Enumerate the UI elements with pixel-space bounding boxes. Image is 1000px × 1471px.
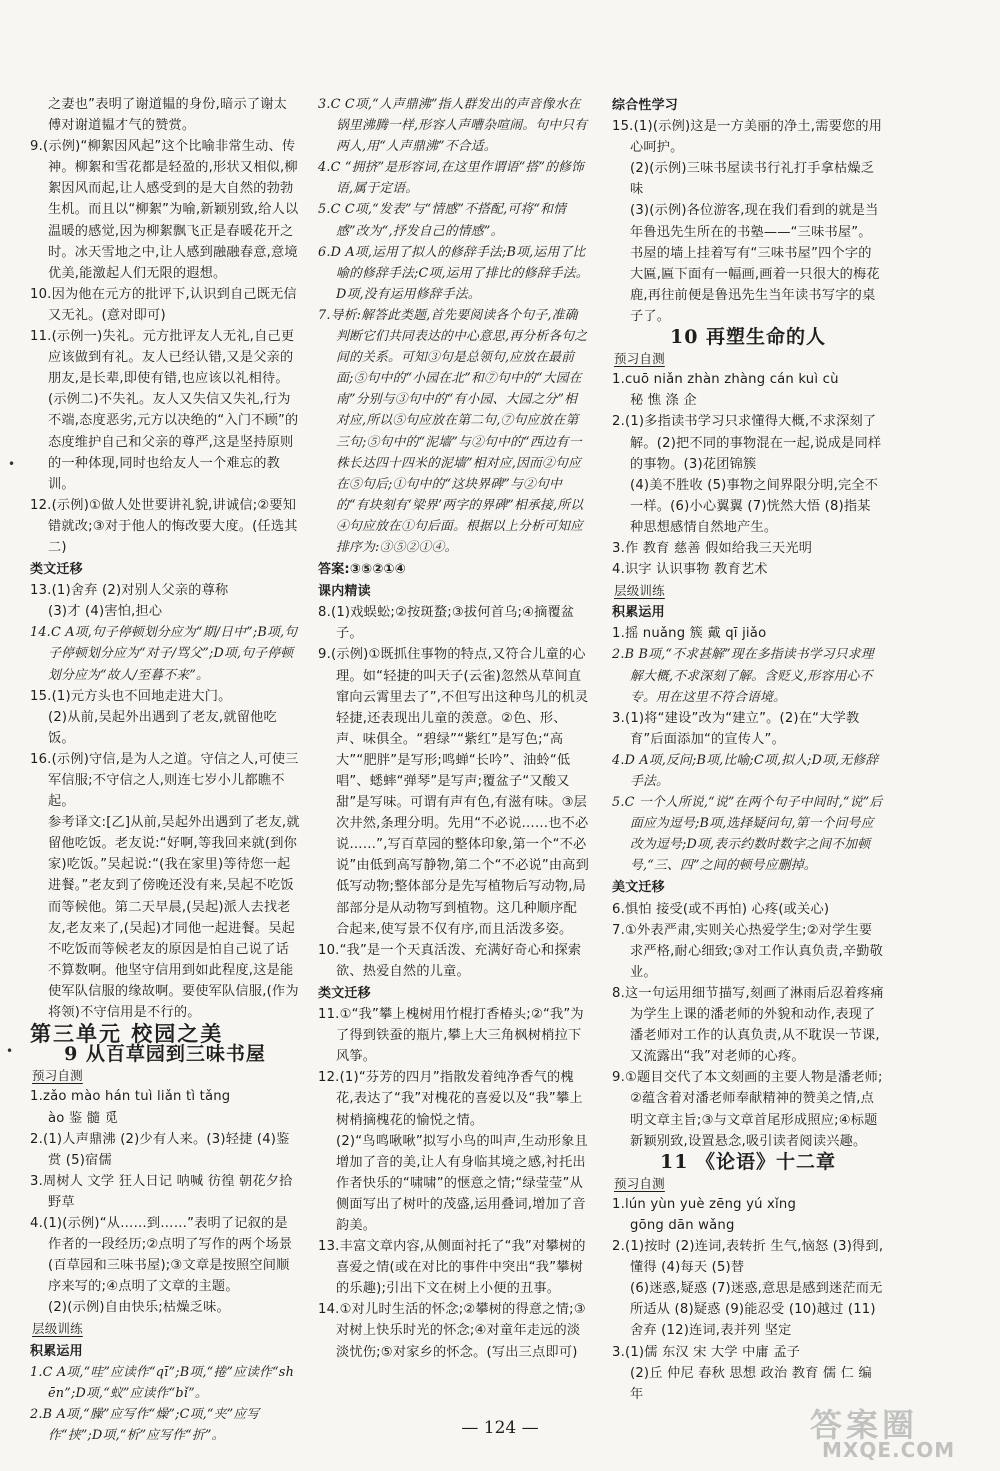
bullet-mark: • — [6, 1044, 14, 1058]
answer-item: 4.识字 认识事物 教育艺术 — [612, 562, 768, 578]
answer-item: 10.“我”是一个天真活泼、充满好奇心和探索欲、热爱自然的儿童。 — [318, 942, 582, 979]
answer-item: 6.惧怕 接受(或不再怕) 心疼(或关心) — [612, 901, 830, 917]
answer-item: 14.C A项,句子停顿划分应为“期/日中”;B项,句子停顿划分应为“对子/骂父”;D项,句子停顿划分应为“故人/至暮不来”。 — [30, 625, 298, 683]
answer-item: 2.B B项,“不求甚解”现在多指读书学习只求理解大概,不求深刻了解。含贬义,形容用心不专。用在这里不符合语境。 — [612, 647, 874, 705]
answer-item: 10.因为他在元方的批评下,认识到自己既无信又无礼。(意对即可) — [30, 286, 297, 323]
section-heading: 积累运用 — [612, 605, 665, 621]
answer-continuation: (3)才 (4)害怕,担心 — [48, 604, 163, 620]
section-heading: 类文迁移 — [30, 562, 83, 578]
answer-continuation: (6)迷惑,疑惑 (7)迷惑,意思是感到迷茫而无所适从 (8)疑惑 (9)能忍受 (10)越过 (11)舍弃 (12)连词,表并列 坚定 — [630, 1281, 883, 1339]
lesson-title: 11 《论语》十二章 — [659, 1150, 837, 1173]
column-middle — [318, 94, 590, 1363]
answer-item: 11.(示例一)失礼。元方批评友人无礼,自己更应该做到有礼。友人已经认错,又是父亲的朋友,是长辈,即使有错,也应该以礼相待。(示例二)不失礼。友人又失信又失礼,行为不端,态度恶劣,元方以决绝的“入门不顾”的态度维护自己和父亲的尊严,这是坚持原则的一种体现,同时也给友人一个难忘的教训。 — [30, 329, 299, 492]
answer-item: 5.C 一个人所说,“说”在两个句子中间时,“说”后面应为逗号;B项,选择疑问句,第一个问号应改为逗号;D项,表示约数时数字之间不加顿号,“三、四”之间的顿号应删掉。 — [612, 795, 883, 874]
answer-item: 13.(1)舍弃 (2)对别人父亲的尊称 — [30, 583, 229, 599]
answer-item: 13.丰富文章内容,从侧面衬托了“我”对攀树的喜爱之情(或在对比的事件中突出“我”攀树的乐趣);引出下文在树上小便的丑事。 — [318, 1239, 586, 1297]
answer-continuation: 之妻也”表明了谢道韫的身份,暗示了谢太傅对谢道韫才气的赞赏。 — [48, 97, 288, 134]
answer-item: 3.(1)儒 东汉 宋 大学 中庸 孟子 — [612, 1344, 801, 1360]
answer-item: 1.cuō niǎn zhàn zhàng cán kuì cù — [612, 372, 839, 388]
section-heading: 美文迁移 — [612, 880, 665, 896]
answer-item: 12.(示例)①做人处世要讲礼貌,讲诚信;②要知错就改;③对于他人的悔改要大度。(任选其二) — [30, 497, 298, 555]
answer-continuation: (4)美不胜收 (5)事物之间界限分明,完全不一样。(6)小心翼翼 (7)恍然大悟 (8)指某种思想感情自然地产生。 — [630, 477, 879, 535]
watermark-text: 答案圈 — [810, 1406, 919, 1444]
section-heading: 课内精读 — [318, 584, 371, 600]
answer-continuation: 参考译文:[乙]从前,吴起外出遇到了老友,就留他吃饭。老友说:“好啊,等我回来就(到你家)吃饭。”吴起说:“(我在家里)等待您一起进餐。”老友到了傍晚还没有来,吴起不吃饭而等候他。第二天早晨,(吴起)派人去找老友,老友来了,(吴起)才同他一起进餐。吴起不吃饭而等候老友的原因是怕自己说了话不算数啊。他坚守信用到如此程度,这是能使军队信服的缘故啊。要使军队信服,(作为将领)不守信用是不行的。 — [48, 815, 300, 1021]
answer-item: 9.(示例)“柳絮因风起”这个比喻非常生动、传神。柳絮和雪花都是轻盈的,形状又相似,柳絮因风而起,让人感受到的是大自然的勃勃生机。而且以“柳絮”为喻,新颖别致,给人以温暖的感觉,因为柳絮飘飞正是春暖花开之时。冰天雪地之中,让人感到融融春意,意境优美,能激起人们无限的遐想。 — [30, 139, 299, 281]
answer-item: 1.C A项,“哇”应读作“qī”;B项,“捲”应读作“shēn”;D项,“蚁”应读作“bǐ”。 — [30, 1364, 295, 1401]
lesson-title: 9 从百草园到三味书屋 — [64, 1043, 266, 1066]
answer-item: 5.C C项,“发表”与“情感”不搭配,可将“和情感”改为“,抒发自己的情感”。 — [318, 202, 567, 239]
answer-item: 15.(1)元方头也不回地走进大门。 — [30, 688, 232, 704]
page-number: — 124 — — [461, 1418, 539, 1438]
answer-item: 4.D A项,反问;B项,比喻;C项,拟人;D项,无修辞手法。 — [612, 752, 879, 789]
answer-item: 8.(1)戏蜈蚣;②按斑蝥;③拔何首乌;④摘覆盆子。 — [318, 605, 575, 642]
answer-item: 3.周树人 文学 狂人日记 呐喊 彷徨 朝花夕拾 野草 — [30, 1173, 293, 1210]
answer-item: 7.导析:解答此类题,首先要阅读各个句子,准确判断它们共同表达的中心意思,再分析各句之间的关系。可知③句是总领句,应放在最前面;⑤句中的“小园在北”和⑦句中的“大园在南”分别与③句中的“有小园、大园之分”相对应,所以⑤句应放在第二句,⑦句应放在第三句;⑤句中的“泥墙”与②句中的“西边有一株长达四十四米的泥墙”相对应,因而②句应在⑤句后;①句中的“这块界碑”与②句中的“有块刻有‘梁界’两字的界碑”相承接,所以④句应放在①句后面。根据以上分析可知应排序为:③⑤②①④。 — [318, 307, 588, 555]
answer-item: 3.C C项,“人声鼎沸”指人群发出的声音像水在锅里沸腾一样,形容人声嘈杂喧闹。句中只有两人,用“人声鼎沸”不合适。 — [318, 97, 588, 155]
answer-item: 12.(1)“芬芳的四月”指散发着纯净香气的槐花,表达了“我”对槐花的喜爱以及“我”攀上树梢摘槐花的愉悦之情。 — [318, 1070, 583, 1128]
subsection-heading: 预习自测 — [614, 351, 665, 367]
subsection-heading: 层级训练 — [32, 1321, 83, 1337]
watermark-logo — [808, 1400, 990, 1464]
answer-item: 6.D A项,运用了拟人的修辞手法;B项,运用了比喻的修辞手法;C项,运用了排比的修辞手法。D项,没有运用修辞手法。 — [318, 244, 589, 302]
column-right — [612, 94, 884, 1405]
answer-item: 4.C “拥挤”是形容词,在这里作谓语“搭”的修饰语,属于定语。 — [318, 160, 585, 197]
answer-continuation: (2)丘 仲尼 春秋 思想 政治 教育 儒 仁 编年 — [630, 1365, 872, 1402]
section-heading: 类文迁移 — [318, 985, 371, 1001]
answer-item: 2.(1)人声鼎沸 (2)少有人来。(3)轻捷 (4)鉴赏 (5)宿儒 — [30, 1131, 290, 1168]
column-left — [30, 94, 300, 1446]
answer-item: 3.作 教育 慈善 假如给我三天光明 — [612, 540, 813, 556]
unit-title: 第三单元 校园之美 — [30, 1021, 224, 1047]
section-heading: 答案:③⑤②①④ — [318, 562, 406, 578]
answer-item: 14.①对儿时生活的怀念;②攀树的得意之情;③对树上快乐时光的怀念;④对童年走远的淡淡忧伤;⑤对家乡的怀念。(写出三点即可) — [318, 1302, 586, 1360]
answer-continuation: (2)(示例)三味书屋读书行礼打手拿枯燥乏味 — [630, 161, 875, 198]
answer-item: 2.(1)按时 (2)连词,表转折 生气,恼怒 (3)得到,懂得 (4)每天 (5)替 — [612, 1239, 884, 1276]
answer-item: 2.(1)多指读书学习只求懂得大概,不求深刻了解。(2)把不同的事物混在一起,说成是同样的事物。(3)花团锦簇 — [612, 414, 882, 472]
section-heading: 综合性学习 — [612, 98, 679, 113]
subsection-heading: 预习自测 — [32, 1068, 83, 1084]
answer-item: 4.(1)(示例)“从……到……”表明了记叙的是作者的一段经历;②点明了写作的两个场景(百草园和三味书屋);③文章是按照空间顺序来写的;④点明了文章的主题。 — [30, 1215, 293, 1295]
lesson-title: 10 再塑生命的人 — [669, 326, 827, 349]
answer-continuation: 秘 憔 涤 企 — [630, 393, 697, 409]
bullet-mark: • — [8, 457, 16, 471]
answer-item: 7.①外表严肃,实则关心热爱学生;②对学生要求严格,耐心细致;③对工作认真负责,辛勤敬业。 — [612, 922, 884, 980]
answer-item: 1.lún yùn yuè zēng yú xǐng — [612, 1196, 797, 1212]
answer-item: 9.(示例)①既抓住事物的特点,又符合儿童的心理。如“轻捷的叫天子(云雀)忽然从草间直窜向云霄里去了”,不但写出这种鸟儿的机灵轻捷,还表现出儿童的羡意。②色、形、声、味俱全。“碧绿”“紫红”是写色;“高大”“肥胖”是写形;鸣蝉“长吟”、油蛉“低唱”、蟋蟀“弹琴”是写声;覆盆子“又酸又甜”是写味。可谓有声有色,有滋有味。③层次井然,条理分明。先用“不必说……也不必说……”,写百草园的整体印象,第一个“不必说”由低到高写静物,第二个“不必说”由高到低写动物;整体部分是先写植物后写动物,局部部分是从动物写到植物。这几种顺序配合起来,使写景不仅有序,而且活泼多姿。 — [318, 647, 590, 937]
answer-continuation: (2)(示例)自由快乐;枯燥乏味。 — [48, 1300, 230, 1316]
answer-item: 1.zǎo mào hán tuì liǎn tì tǎng — [30, 1089, 231, 1105]
watermark-url: MXQE.COM — [822, 1438, 956, 1462]
section-heading: 积累运用 — [30, 1343, 83, 1359]
answer-item: 2.B A项,“臊”应写作“燥”;C项,“夹”应写作“挟”;D项,“析”应写作“折”。 — [30, 1406, 260, 1443]
answer-continuation: (3)(示例)各位游客,现在我们看到的就是当年鲁迅先生所在的书塾——“三味书屋”。书屋的墙上挂着写有“三味书屋”四个字的大匾,匾下面有一幅画,画着一只很大的梅花鹿,再往前便是鲁迅先生当年读书写字的桌子了。 — [630, 203, 880, 324]
answer-item: 16.(示例)守信,是为人之道。守信之人,可使三军信服;不守信之人,则连七岁小儿都瞧不起。 — [30, 751, 299, 810]
answer-item: 9.①题目交代了本文刻画的主要人物是潘老师;②蕴含着对潘老师奉献精神的赞美之情,点明文章主旨;③与文章首尾形成照应;④标题新颖别致,设置悬念,吸引读者阅读兴趣。 — [612, 1070, 883, 1149]
answer-item: 11.①“我”攀上槐树用竹棍打香椿头;②“我”为了得到铁蚕的瓶片,攀上大三角枫树梢拉下风筝。 — [318, 1007, 584, 1065]
answer-continuation: gōng dān wǎng — [630, 1217, 735, 1233]
answer-item: 15.(1)(示例)这是一方美丽的净土,需要您的用心呵护。 — [612, 119, 883, 156]
answer-continuation: (2)从前,吴起外出遇到了老友,就留他吃饭。 — [48, 709, 277, 746]
answer-continuation: ào 鉴 髓 觅 — [48, 1110, 118, 1126]
answer-continuation: (2)“鸟鸣啾啾”拟写小鸟的叫声,生动形象且增加了音的美,让人有身临其境之感,衬托出作者快乐的“啸啸”的惬意之情;“绿莹莹”从侧面写出了树叶的茂盛,运用叠词,增加了音韵美。 — [336, 1133, 588, 1233]
answer-item: 1.摇 nuǎng 簇 戴 qī jiǎo — [612, 626, 767, 642]
answer-item: 3.(1)将“建设”改为“建立”。(2)在“大学教育”后面添加“的宣传人”。 — [612, 710, 860, 747]
subsection-heading: 预习自测 — [614, 1175, 665, 1191]
subsection-heading: 层级训练 — [614, 583, 665, 599]
answer-item: 8.这一句运用细节描写,刻画了淋雨后忍着疼痛为学生上课的潘老师的外貌和动作,表现了潘老师对工作的认真负责,从不耽误一节课,又流露出“我”对老师的心疼。 — [612, 985, 884, 1065]
